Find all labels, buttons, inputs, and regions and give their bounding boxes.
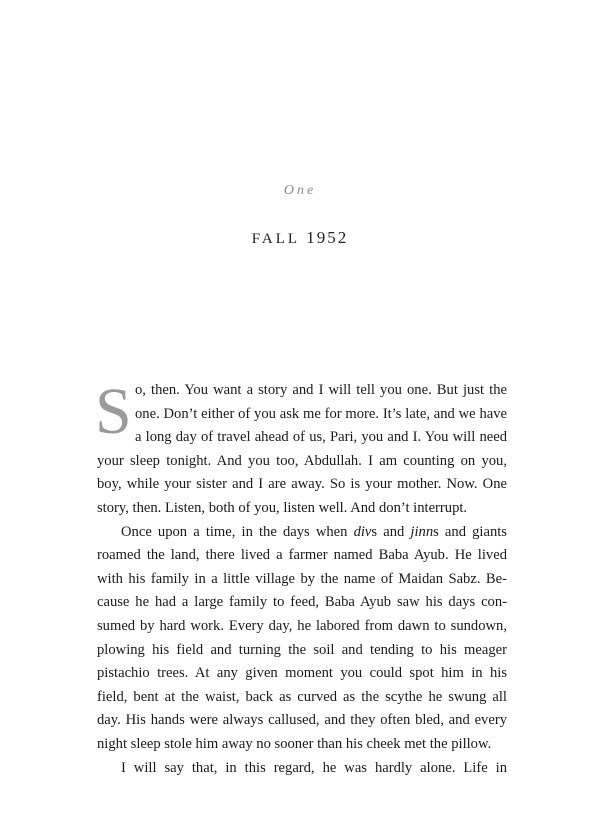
paragraph-2-line: roamed the land, there lived a farmer named Baba Ayub. He lived bbox=[97, 547, 507, 564]
paragraph-2-line: cause he had a large family to feed, Baba Ayub saw his days con- bbox=[97, 594, 507, 611]
chapter-title-word: FALL bbox=[251, 231, 300, 247]
paragraph-2-line bbox=[97, 521, 507, 545]
paragraph-2-line: day. His hands were always callused, and they often bled, and every bbox=[97, 712, 507, 729]
paragraph-1-line: a long day of travel ahead of us, Pari, you and I. You will need bbox=[135, 429, 507, 446]
text-run: s and bbox=[371, 523, 411, 540]
drop-cap: S bbox=[95, 375, 132, 448]
paragraph-1-line: your sleep tonight. And you too, Abdullah. I am counting on you, bbox=[97, 452, 507, 469]
text-run: Once upon a time, in the days when bbox=[121, 523, 354, 540]
text-run: s and giants bbox=[433, 523, 507, 540]
paragraph-2-line: with his family in a little village by the name of Maidan Sabz. Be- bbox=[97, 570, 507, 587]
paragraph-3-line: I will say that, in this regard, he was hardly alone. Life in bbox=[121, 759, 507, 776]
italic-jinn: jinn bbox=[410, 523, 434, 540]
paragraph-1-line: boy, while your sister and I are away. So is your mother. Now. One bbox=[97, 476, 507, 493]
chapter-title-year: 1952 bbox=[306, 228, 349, 247]
chapter-number: One bbox=[283, 183, 317, 198]
paragraph-1-line: one. Don’t either of you ask me for more. It’s late, and we have bbox=[135, 405, 507, 422]
paragraph-2-line: pistachio trees. At any given moment you could spot him in his bbox=[97, 665, 507, 682]
paragraph-1-line: o, then. You want a story and I will tell you one. But just the bbox=[135, 382, 507, 398]
paragraph-2-line: plowing his field and turning the soil and tending to his meager bbox=[97, 641, 507, 658]
paragraph-2-line: night sleep stole him away no sooner than his cheek met the pillow. bbox=[97, 735, 492, 752]
chapter-title bbox=[0, 228, 600, 248]
paragraph-2-line: sumed by hard work. Every day, he labored from dawn to sundown, bbox=[97, 617, 507, 634]
italic-div: div bbox=[353, 523, 372, 540]
paragraph-2-line: field, bent at the waist, back as curved as the scythe he swung all bbox=[97, 688, 507, 705]
paragraph-1-line: story, then. Listen, both of you, listen well. And don’t interrupt. bbox=[97, 499, 468, 516]
body-text bbox=[95, 375, 507, 780]
